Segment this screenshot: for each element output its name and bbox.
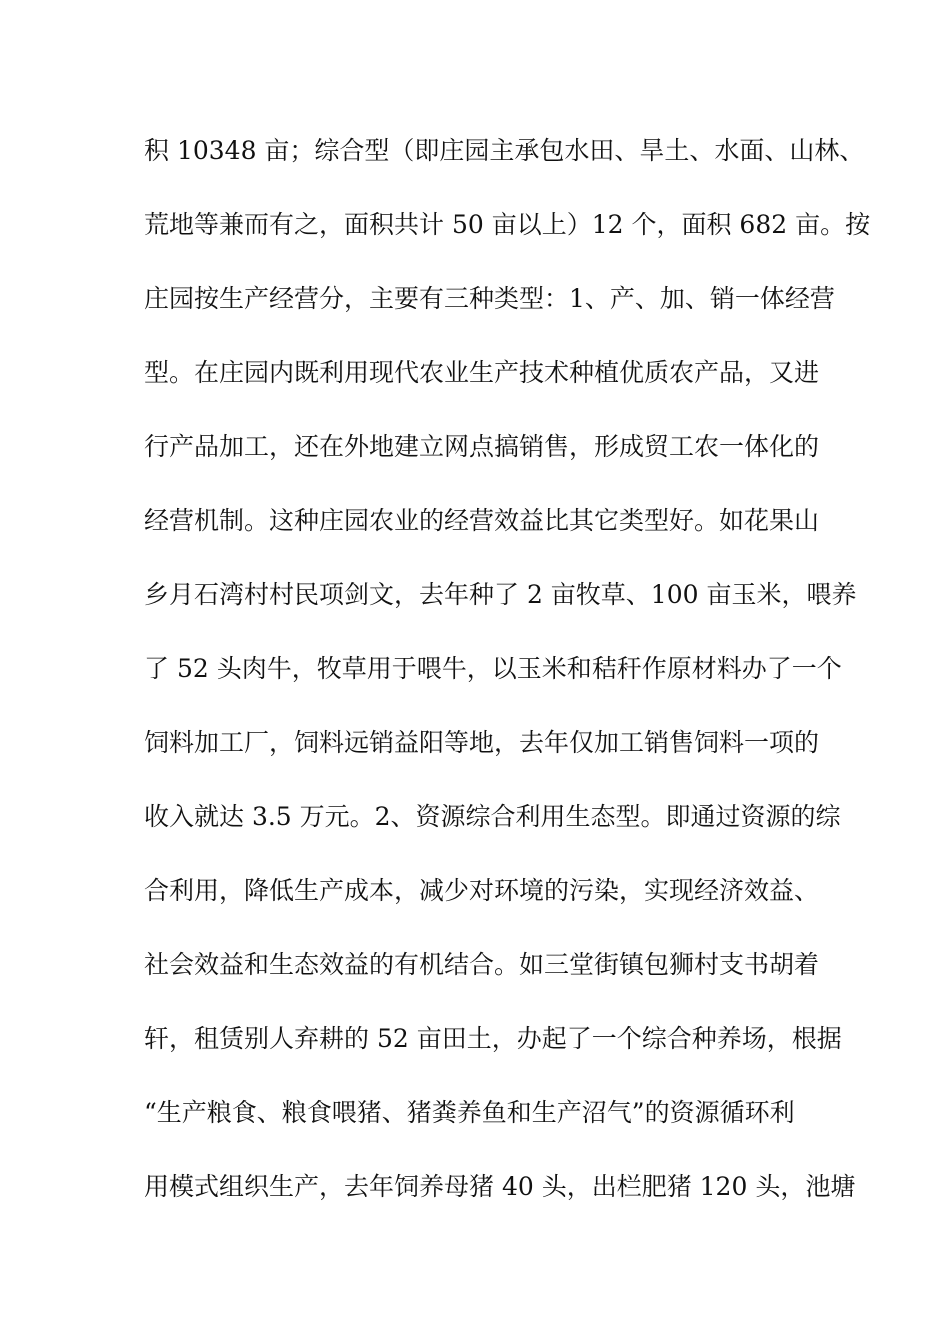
text-line: 荒地等兼而有之，面积共计 50 亩以上）12 个，面积 682 亩。按 [144,210,871,239]
text-line: 经营机制。这种庄园农业的经营效益比其它类型好。如花果山 [144,506,820,535]
text-line: 了 52 头肉牛，牧草用于喂牛，以玉米和秸秆作原材料办了一个 [144,654,842,683]
text-line: 用模式组织生产，去年饲养母猪 40 头，出栏肥猪 120 头，池塘 [144,1172,856,1201]
text-line: 型。在庄园内既利用现代农业生产技术种植优质农产品，又进 [144,358,820,387]
text-line: “生产粮食、粮食喂猪、猪粪养鱼和生产沼气”的资源循环利 [144,1098,795,1127]
text-line: 合利用，降低生产成本，减少对环境的污染，实现经济效益、 [144,876,820,905]
body-text [144,131,871,1241]
text-line: 收入就达 3.5 万元。2、资源综合利用生态型。即通过资源的综 [144,802,841,831]
text-line: 行产品加工，还在外地建立网点搞销售，形成贸工农一体化的 [144,432,820,461]
text-line: 饲料加工厂，饲料远销益阳等地，去年仅加工销售饲料一项的 [144,728,820,757]
text-line: 庄园按生产经营分，主要有三种类型：1、产、加、销一体经营 [144,284,835,313]
text-line: 轩，租赁别人弃耕的 52 亩田土，办起了一个综合种养场，根据 [144,1024,842,1053]
text-line: 乡月石湾村村民项剑文，去年种了 2 亩牧草、100 亩玉米，喂养 [144,580,857,609]
text-line: 社会效益和生态效益的有机结合。如三堂街镇包狮村支书胡着 [144,950,820,979]
text-line: 积 10348 亩；综合型（即庄园主承包水田、旱土、水面、山林、 [144,136,865,165]
